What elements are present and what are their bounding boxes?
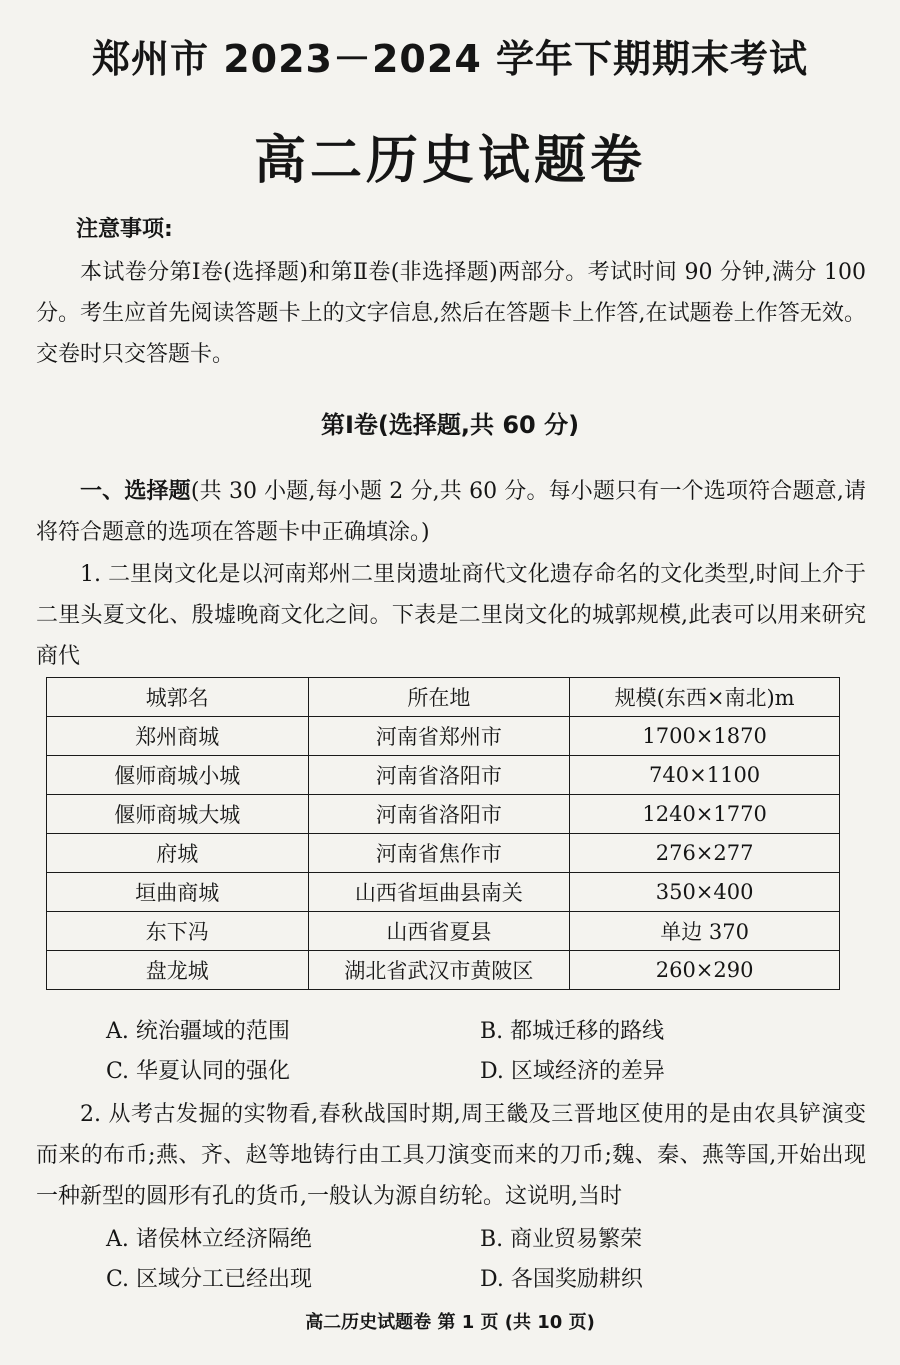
table-row [47,951,840,990]
q1-option-d: D. 区域经济的差异 [480,1059,665,1084]
q2-option-b: B. 商业贸易繁荣 [480,1227,643,1252]
table-row [47,834,840,873]
table-cell: 1240×1770 [570,795,840,834]
table-row [47,795,840,834]
table-row [47,873,840,912]
table-header-row [47,678,840,717]
section-title: 第Ⅰ卷(选择题,共 60 分) [320,411,580,439]
table-cell: 偃师商城大城 [47,795,309,834]
notice-heading: 注意事项: [76,217,173,242]
table-cell: 山西省垣曲县南关 [308,873,570,912]
table-header: 规模(东西×南北)m [570,678,840,717]
table-cell: 260×290 [570,951,840,990]
notice-body: 本试卷分第Ⅰ卷(选择题)和第Ⅱ卷(非选择题)两部分。考试时间 90 分钟,满分 100 分。考生应首先阅读答题卡上的文字信息,然后在答题卡上作答,在试题卷上作答无效。交卷时只交答题卡。 [36,260,866,367]
exam-subject-title: 高二历史试题卷 [253,131,646,191]
table-cell: 东下冯 [47,912,309,951]
table-cell: 盘龙城 [47,951,309,990]
question-2-stem: 2. 从考古发掘的实物看,春秋战国时期,周王畿及三晋地区使用的是由农具铲演变而来的布币;燕、齐、赵等地铸行由工具刀演变而来的刀币;魏、秦、燕等国,开始出现一种新型的圆形有孔的货币,一般认为源自纺轮。这说明,当时 [36,1102,866,1209]
page-footer: 高二历史试题卷 第 1 页 (共 10 页) [305,1312,595,1333]
q1-option-b: B. 都城迁移的路线 [480,1019,665,1044]
table-cell: 山西省夏县 [308,912,570,951]
q2-option-a: A. 诸侯林立经济隔绝 [106,1227,312,1252]
table-cell: 276×277 [570,834,840,873]
exam-title: 郑州市 2023－2024 学年下期期末考试 [92,37,808,81]
table-cell: 府城 [47,834,309,873]
city-scale-table [46,677,840,990]
q2-option-c: C. 区域分工已经出现 [106,1267,313,1292]
q1-option-a: A. 统治疆域的范围 [106,1019,290,1044]
table-header: 所在地 [308,678,570,717]
table-cell: 河南省洛阳市 [308,795,570,834]
table-cell: 河南省郑州市 [308,717,570,756]
table-header: 城郭名 [47,678,309,717]
q1-option-c: C. 华夏认同的强化 [106,1059,291,1084]
table-row [47,756,840,795]
table-cell: 垣曲商城 [47,873,309,912]
section-instruction [36,471,866,553]
instruction-text: (共 30 小题,每小题 2 分,共 60 分。每小题只有一个选项符合题意,请将符合题意的选项在答题卡中正确填涂。) [36,479,866,545]
table-cell: 偃师商城小城 [47,756,309,795]
table-cell: 郑州商城 [47,717,309,756]
table-row [47,717,840,756]
instruction-label: 一、选择题 [80,479,191,504]
question-1-stem: 1. 二里岗文化是以河南郑州二里岗遗址商代文化遗存命名的文化类型,时间上介于二里头夏文化、殷墟晚商文化之间。下表是二里岗文化的城郭规模,此表可以用来研究商代 [36,562,866,669]
table-cell: 湖北省武汉市黄陂区 [308,951,570,990]
q2-option-d: D. 各国奖励耕织 [480,1267,643,1292]
table-cell: 350×400 [570,873,840,912]
table-cell: 740×1100 [570,756,840,795]
table-cell: 1700×1870 [570,717,840,756]
table-cell: 河南省焦作市 [308,834,570,873]
table-cell: 单边 370 [570,912,840,951]
table-row [47,912,840,951]
table-cell: 河南省洛阳市 [308,756,570,795]
